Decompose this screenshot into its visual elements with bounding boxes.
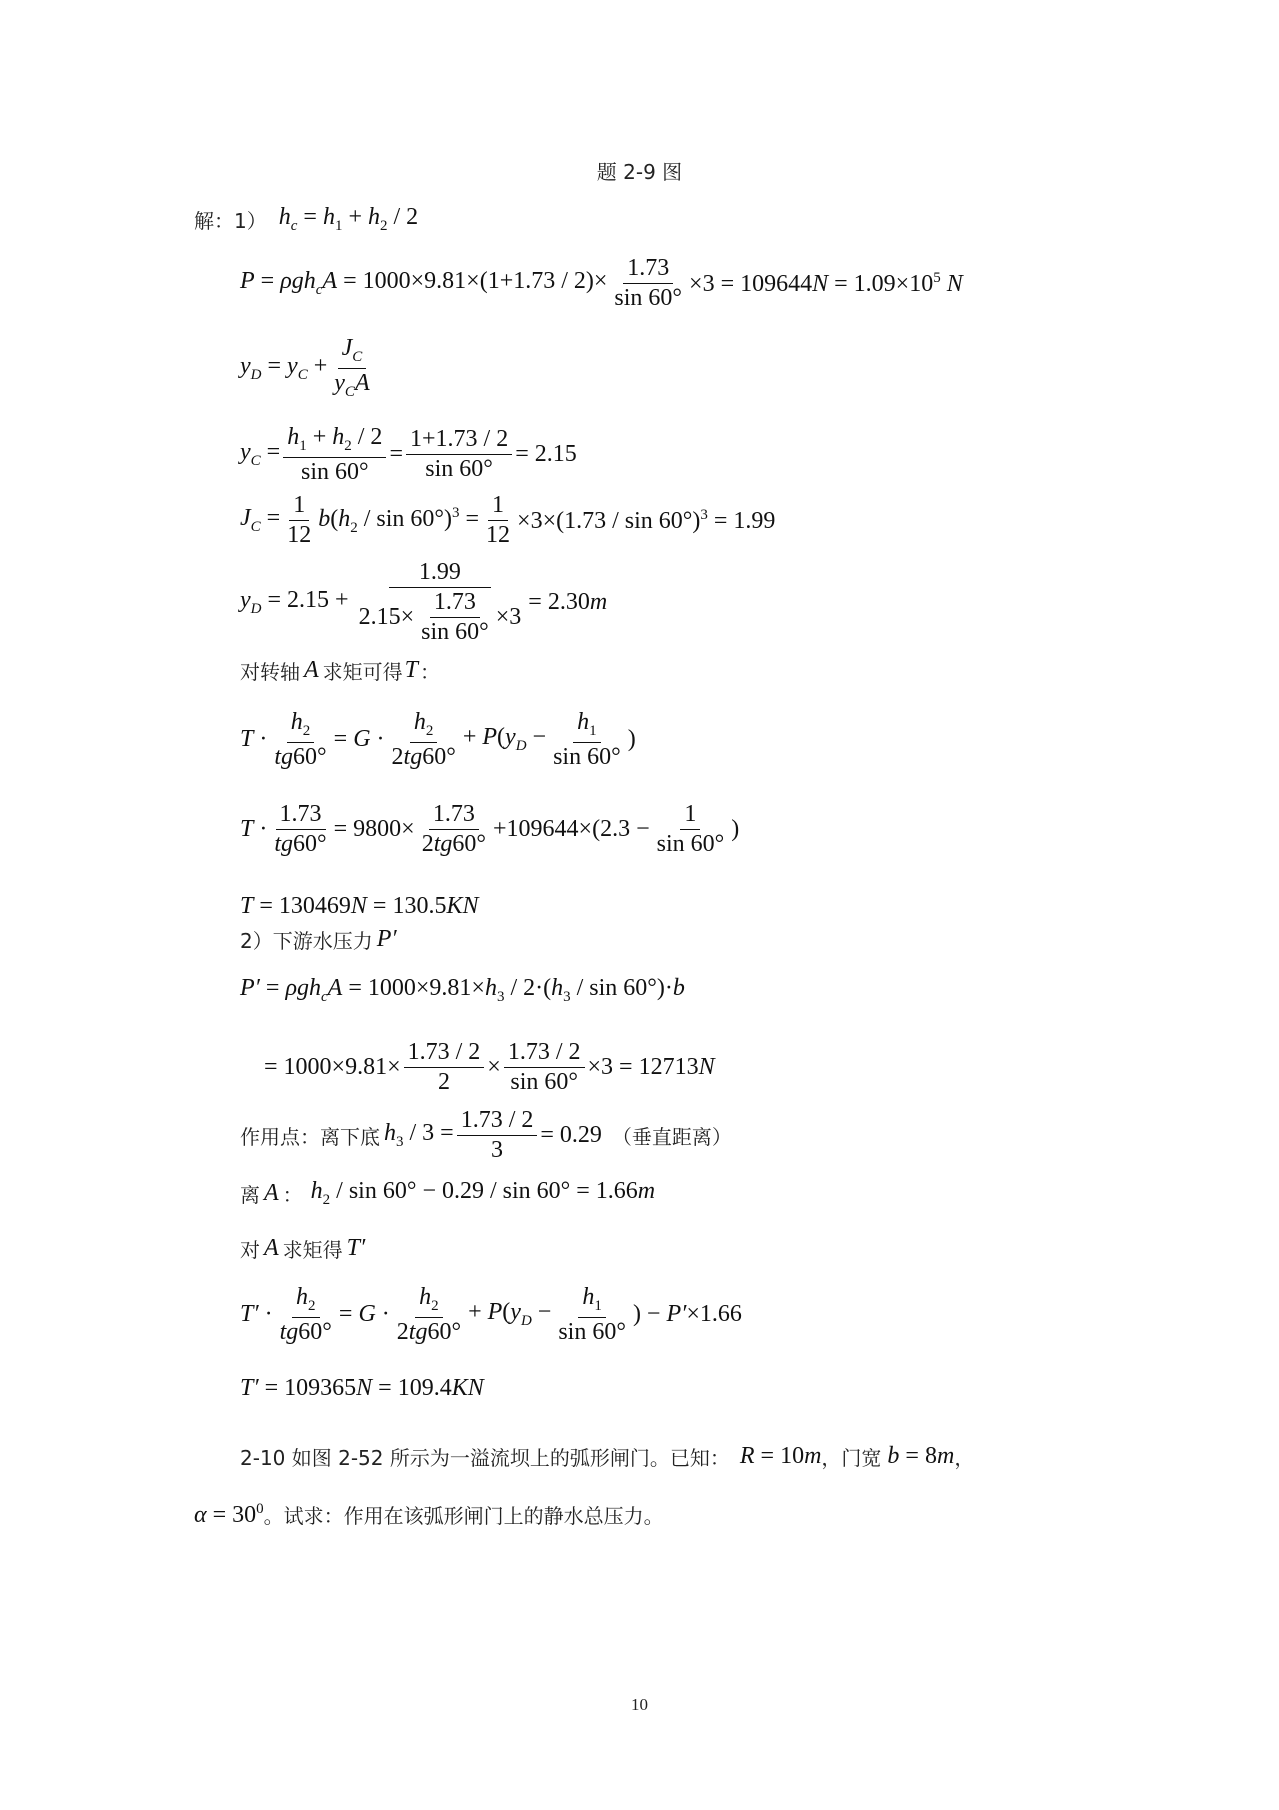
problem-text-1: 2-10 如图 2-52 所示为一溢流坝上的弧形闸门。已知： [240,1446,730,1470]
solution-intro: 解：1） [194,208,267,233]
eq-tprime: T′ · $\frac{h_2}{tg60^\circ}$ = G · $\frac{h_2}{2tg60^\circ}$ + $P(y_D$ − $\frac{h_1}{\sin 60^\circ}$ ) − P′×1.66 [240,1284,742,1345]
eq-yc: $y_C$ = $\frac{h_1 + h_2 / 2}{\sin 60^\circ}$ = $\frac{1+1.73 / 2}{\sin 60^\circ}$ = 2.15 [240,424,577,485]
eq-yd-formula: $y_D = y_C$ + $\frac{J_C}{y_CA}$ [240,335,370,400]
eq-t-numeric: T · $\frac{1.73}{tg60^\circ}$ = 9800× $\frac{1.73}{2tg60^\circ}$ +109644×(2.3 − $\frac{1}{\sin 60^\circ}$ ) [240,801,740,858]
action-note: （垂直距离） [611,1125,732,1150]
eq-jc: $J_C$ = $\frac{1}{12}$ $b(h_2$ / sin 60°)$^3$ = $\frac{1}{12}$ ×3×(1.73 / sin 60°)$^3$ = 1.99 [240,492,776,549]
part2-heading: 2）下游水压力 P′ [240,926,397,953]
eq-pprime: $P' = \rho gh_cA = 1000\times 9.81\times h_3 / 2\cdot(h_3 / \sin 60^\circ)\cdot b$ [240,975,685,1005]
eq-yd-value: $y_D = 2.15$ + 1.99 2.15× $\frac{1.73}{\sin 60^\circ}$ ×3 = 2.30m [240,559,608,646]
problem-line-1: 2-10 如图 2-52 所示为一溢流坝上的弧形闸门。已知： R = 10m ，门宽 b = 8m ， [240,1443,975,1470]
figure-caption: 题 2-9 图 [596,160,683,184]
problem-line-2: $\alpha = 30^0$ 。试求：作用在该弧形闸门上的静水总压力。 [194,1500,664,1528]
eq-t: T · $\frac{h_2}{tg60^\circ}$ = G · $\frac{h_2}{2tg60^\circ}$ + $P(y_D$ − $\frac{h_1}{\sin 60^\circ}$ ) [240,709,636,770]
moment2-text: 对 A 求矩得 T′ [240,1235,366,1262]
action-label: 作用点：离下底 [240,1125,380,1150]
page-number: 10 [631,1695,648,1714]
eq-t-result: T = 130469N = 130.5KN [240,893,479,919]
eq-tprime-result: T′ = 109365N = 109.4KN [240,1375,484,1401]
distance-a-line: 离 A ： $h_2 / \sin 60^\circ - 0.29 / \sin 60^\circ = 1.66m$ [240,1178,656,1208]
moment-text: 对转轴 A 求矩可得 T ： [240,657,441,684]
eq-pprime-numeric: = 1000×9.81× $\frac{1.73 / 2}{2}$ × $\frac{1.73 / 2}{\sin 60^\circ}$ ×3 = 12713N [264,1039,715,1096]
problem-width-label: ，门宽 [821,1446,882,1470]
eq-hc: $h_c = h_1 + h_2 / 2$ [278,204,419,234]
frac-p: $\frac{1.73}{\sin 60^\circ}$ [614,255,683,312]
solution-intro-line [194,204,418,235]
eq-p: P = ρgh$_c$A = 1000×9.81×(1+1.73 / 2)× $\frac{1.73}{\sin 60^\circ}$ $\times 3 = 109644N = 1.09\times 10^5$ N [240,255,963,312]
problem-text-2: 。试求：作用在该弧形闸门上的静水总压力。 [263,1504,664,1528]
action-point-line: 作用点：离下底 $h_3 / 3$ = $\frac{1.73 / 2}{3}$ = 0.29 （垂直距离） [240,1107,732,1164]
